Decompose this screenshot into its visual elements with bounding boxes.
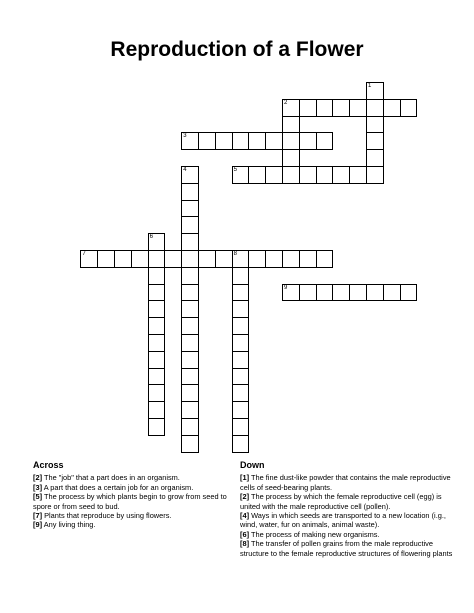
grid-cell[interactable] bbox=[366, 132, 384, 150]
cell-number: 9 bbox=[284, 284, 288, 291]
grid-cell[interactable] bbox=[181, 267, 199, 285]
cell-number: 5 bbox=[233, 167, 237, 173]
across-clue-list bbox=[33, 473, 250, 530]
grid-cell[interactable] bbox=[148, 368, 166, 386]
clue-text: The transfer of pollen grains from the male reproductive structure to the female reproductive structures of flowering plants bbox=[240, 539, 453, 558]
grid-cell[interactable] bbox=[366, 82, 384, 100]
down-clues bbox=[240, 461, 454, 558]
grid-cell[interactable] bbox=[80, 250, 98, 268]
clue-text: The fine dust-like powder that contains the male reproductive cells of seed-bearing plants. bbox=[240, 473, 451, 492]
grid-cell[interactable] bbox=[148, 300, 166, 318]
grid-cell[interactable] bbox=[282, 149, 300, 167]
grid-cell[interactable] bbox=[299, 132, 317, 150]
grid-cell[interactable] bbox=[181, 351, 199, 369]
clue-across-3 bbox=[33, 483, 247, 492]
grid-cell[interactable] bbox=[181, 250, 199, 268]
clue-text: A part that does a certain job for an organism. bbox=[43, 482, 194, 492]
grid-cell[interactable] bbox=[316, 166, 334, 184]
grid-cell[interactable] bbox=[164, 250, 182, 268]
clue-text: The process by which the female reproductive cell (egg) is united with the male reproductive cell (pollen). bbox=[240, 492, 442, 511]
clue-text: Any living thing. bbox=[43, 520, 96, 530]
grid-cell[interactable] bbox=[181, 216, 199, 234]
grid-cell[interactable] bbox=[282, 99, 300, 117]
grid-cell[interactable] bbox=[265, 132, 283, 150]
clue-number: [9] bbox=[33, 520, 43, 530]
grid-cell[interactable] bbox=[349, 99, 367, 117]
clue-number: [5] bbox=[33, 492, 43, 502]
grid-cell[interactable] bbox=[181, 368, 199, 386]
grid-cell[interactable] bbox=[215, 132, 233, 150]
grid-cell[interactable] bbox=[316, 250, 334, 268]
grid-cell[interactable] bbox=[181, 401, 199, 419]
grid-cell[interactable] bbox=[198, 250, 216, 268]
grid-cell[interactable] bbox=[282, 116, 300, 134]
clue-text: The process by which plants begin to grow from seed to spore or from seed to bud. bbox=[33, 492, 227, 511]
grid-cell[interactable] bbox=[248, 166, 266, 184]
grid-cell[interactable] bbox=[366, 166, 384, 184]
grid-cell[interactable] bbox=[232, 401, 250, 419]
clue-across-9 bbox=[33, 520, 247, 529]
cell-number: 3 bbox=[183, 133, 187, 140]
grid-cell[interactable] bbox=[349, 166, 367, 184]
grid-cell[interactable] bbox=[232, 435, 250, 453]
grid-cell[interactable] bbox=[215, 250, 233, 268]
grid-cell[interactable] bbox=[383, 99, 401, 117]
clue-text: The process of making new organisms. bbox=[250, 529, 380, 539]
grid-cell[interactable] bbox=[366, 116, 384, 134]
cell-number: 6 bbox=[149, 234, 153, 241]
clue-number: [6] bbox=[240, 529, 250, 539]
grid-cell[interactable] bbox=[248, 132, 266, 150]
grid-cell[interactable] bbox=[299, 284, 317, 302]
grid-cell[interactable] bbox=[148, 267, 166, 285]
clue-down-6 bbox=[240, 530, 454, 539]
grid-cell[interactable] bbox=[148, 401, 166, 419]
grid-cell[interactable] bbox=[232, 418, 250, 436]
cell-number: 1 bbox=[368, 83, 372, 89]
grid-cell[interactable] bbox=[232, 317, 250, 335]
clue-text: Ways in which seeds are transported to a new location (i.g., wind, water, fur on animals, animal waste). bbox=[240, 511, 446, 530]
across-clues bbox=[33, 460, 250, 530]
clue-text: The "job" that a part does in an organism. bbox=[43, 473, 180, 483]
cell-number: 4 bbox=[183, 167, 187, 173]
grid-cell[interactable] bbox=[299, 250, 317, 268]
grid-cell[interactable] bbox=[181, 200, 199, 218]
grid-cell[interactable] bbox=[282, 132, 300, 150]
page-title: Reproduction of a Flower bbox=[110, 38, 364, 61]
grid-cell[interactable] bbox=[97, 250, 115, 268]
grid-cell[interactable] bbox=[232, 368, 250, 386]
grid-cell[interactable] bbox=[349, 284, 367, 302]
clue-number: [8] bbox=[240, 539, 250, 549]
clue-number: [1] bbox=[240, 473, 250, 483]
grid-cell[interactable] bbox=[282, 284, 300, 302]
clue-across-5 bbox=[33, 492, 250, 511]
grid-cell[interactable] bbox=[232, 267, 250, 285]
grid-cell[interactable] bbox=[181, 284, 199, 302]
cell-number: 8 bbox=[233, 251, 237, 257]
grid-cell[interactable] bbox=[232, 351, 250, 369]
grid-cell[interactable] bbox=[232, 284, 250, 302]
grid-cell[interactable] bbox=[332, 166, 350, 184]
grid-cell[interactable] bbox=[265, 166, 283, 184]
clue-down-4 bbox=[240, 511, 454, 530]
grid-cell[interactable] bbox=[181, 334, 199, 352]
cell-number: 2 bbox=[284, 99, 288, 106]
grid-cell[interactable] bbox=[181, 384, 199, 402]
clue-number: [2] bbox=[33, 473, 43, 483]
grid-cell[interactable] bbox=[114, 250, 132, 268]
grid-cell[interactable] bbox=[400, 99, 418, 117]
grid-cell[interactable] bbox=[282, 166, 300, 184]
grid-cell[interactable] bbox=[148, 317, 166, 335]
clue-across-7 bbox=[33, 511, 250, 521]
clue-down-1 bbox=[240, 473, 454, 492]
grid-cell[interactable] bbox=[299, 99, 317, 117]
clue-number: [4] bbox=[240, 511, 250, 521]
grid-cell[interactable] bbox=[332, 99, 350, 117]
grid-cell[interactable] bbox=[332, 284, 350, 302]
grid-cell[interactable] bbox=[232, 384, 250, 402]
grid-cell[interactable] bbox=[148, 334, 166, 352]
grid-cell[interactable] bbox=[181, 166, 199, 184]
grid-cell[interactable] bbox=[316, 132, 334, 150]
grid-cell[interactable] bbox=[383, 284, 401, 302]
grid-cell[interactable] bbox=[181, 132, 199, 150]
grid-cell[interactable] bbox=[232, 300, 250, 318]
grid-cell[interactable] bbox=[400, 284, 418, 302]
grid-cell[interactable] bbox=[366, 284, 384, 302]
grid-cell[interactable] bbox=[232, 132, 250, 150]
grid-cell[interactable] bbox=[181, 233, 199, 251]
grid-cell[interactable] bbox=[366, 149, 384, 167]
clue-down-2 bbox=[240, 492, 454, 511]
grid-cell[interactable] bbox=[232, 250, 250, 268]
grid-cell[interactable] bbox=[232, 334, 250, 352]
grid-cell[interactable] bbox=[198, 132, 216, 150]
down-heading: Down bbox=[240, 460, 265, 470]
clue-number: [2] bbox=[240, 492, 250, 502]
grid-cell[interactable] bbox=[148, 351, 166, 369]
grid-cell[interactable] bbox=[299, 166, 317, 184]
grid-cell[interactable] bbox=[148, 384, 166, 402]
clue-text: Plants that reproduce by using flowers. bbox=[44, 511, 172, 521]
clue-down-8 bbox=[240, 539, 454, 558]
grid-cell[interactable] bbox=[265, 250, 283, 268]
across-heading: Across bbox=[33, 460, 64, 470]
grid-cell[interactable] bbox=[131, 250, 149, 268]
grid-cell[interactable] bbox=[148, 284, 166, 302]
grid-cell[interactable] bbox=[232, 166, 250, 184]
clue-across-2 bbox=[33, 473, 250, 483]
grid-cell[interactable] bbox=[316, 99, 334, 117]
grid-cell[interactable] bbox=[282, 250, 300, 268]
grid-cell[interactable] bbox=[316, 284, 334, 302]
grid-cell[interactable] bbox=[148, 418, 166, 436]
clue-number: [3] bbox=[33, 482, 43, 492]
grid-cell[interactable] bbox=[248, 250, 266, 268]
grid-cell[interactable] bbox=[181, 317, 199, 335]
cell-number: 7 bbox=[82, 251, 86, 257]
grid-cell[interactable] bbox=[366, 99, 384, 117]
grid-cell[interactable] bbox=[181, 418, 199, 436]
grid-cell[interactable] bbox=[181, 435, 199, 453]
grid-cell[interactable] bbox=[148, 233, 166, 251]
clue-number: [7] bbox=[33, 511, 43, 521]
grid-cell[interactable] bbox=[181, 300, 199, 318]
grid-cell[interactable] bbox=[148, 250, 166, 268]
grid-cell[interactable] bbox=[181, 183, 199, 201]
down-clue-list bbox=[240, 473, 454, 558]
